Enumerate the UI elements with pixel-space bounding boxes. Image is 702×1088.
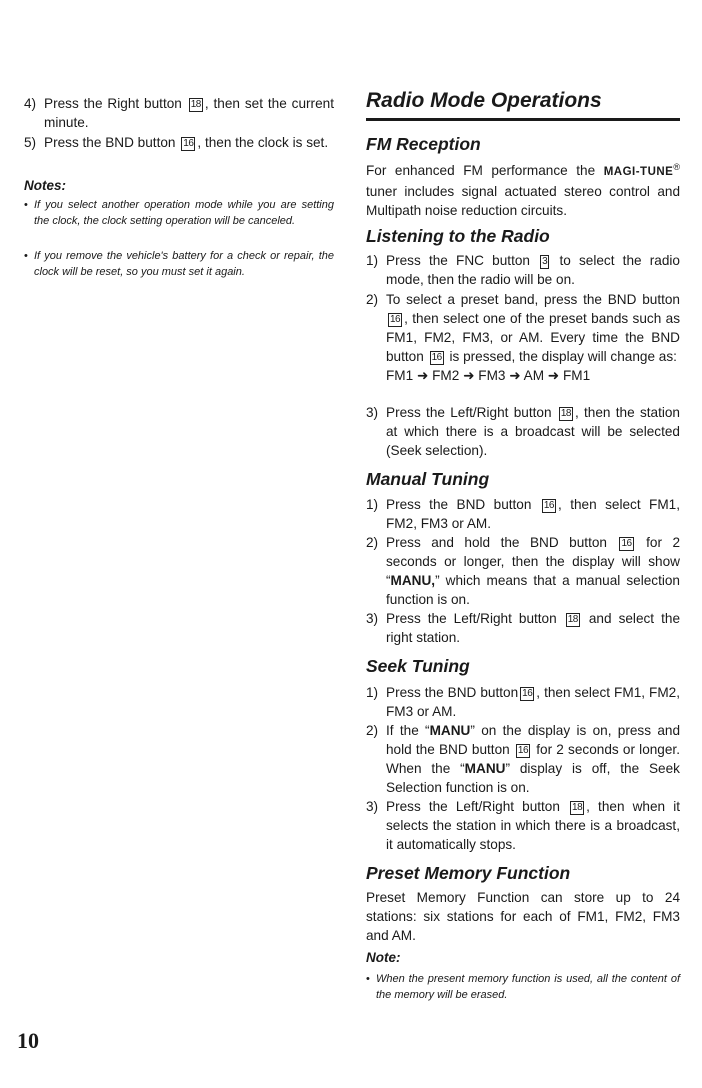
button-ref-16: 16 bbox=[390, 314, 401, 325]
note-item: • When the present memory function is used, all the content of the memory will be erased. bbox=[366, 973, 680, 1001]
seek-tuning-heading: Seek Tuning bbox=[366, 656, 470, 676]
listening-step-3: 3) Press the Left/Right button 18 , then the station at which there is a broadcast will be selected (Seek selection). bbox=[366, 405, 680, 458]
note-item: • If you remove the vehicle's battery for a check or repair, the clock will be reset, so you must set it again. bbox=[24, 250, 334, 278]
listening-step-2: 2) To select a preset band, press the BND button 16 , then select one of the preset bands such as FM1, FM2, FM3, or AM. Every time the BND button 16 is pressed, the display will change as: FM1 ➜ FM2 ➜ FM3 ➜ AM ➜ FM1 bbox=[366, 292, 680, 383]
fm-reception-text: For enhanced FM performance the MAGI-TUNE® tuner includes signal actuated stereo control and Multipath noise reduction circuits. bbox=[366, 162, 680, 218]
preset-memory-heading: Preset Memory Function bbox=[366, 863, 571, 883]
band-sequence: FM1 ➜ FM2 ➜ FM3 ➜ AM ➜ FM1 bbox=[386, 368, 591, 383]
bullet-icon: • bbox=[366, 973, 370, 985]
page-number: 10 bbox=[17, 1028, 39, 1053]
listening-step-1: 1) Press the FNC button 3 to select the radio mode, then the radio will be on. bbox=[366, 253, 680, 287]
seek-step-1: 1) Press the BND button 16 , then select FM1, FM2, FM3 or AM. bbox=[366, 685, 680, 719]
button-ref-18: 18 bbox=[567, 614, 578, 625]
manual-tuning-heading: Manual Tuning bbox=[366, 469, 490, 489]
manual-step-1: 1) Press the BND button 16 , then select FM1, FM2, FM3 or AM. bbox=[366, 497, 680, 531]
step-4: 4) Press the Right button 18 , then set the current minute. bbox=[24, 96, 334, 130]
button-ref-3: 3 bbox=[542, 256, 548, 267]
brand-logo: MAGI-TUNE bbox=[603, 166, 674, 178]
manual-step-3: 3) Press the Left/Right button 18 and select the right station. bbox=[366, 611, 680, 645]
note-heading: Note: bbox=[366, 950, 401, 965]
button-ref-16: 16 bbox=[431, 352, 442, 363]
fm-reception-heading: FM Reception bbox=[366, 134, 481, 154]
seek-step-2: 2) If the “MANU” on the display is on, press and hold the BND button 16 for 2 seconds or longer. When the “MANU” display is off, the Seek Selection function is on. bbox=[366, 723, 681, 795]
note-item: • If you select another operation mode while you are setting the clock, the clock setting operation will be canceled. bbox=[24, 199, 334, 227]
button-ref-16: 16 bbox=[621, 538, 632, 549]
page-title: Radio Mode Operations bbox=[366, 86, 680, 121]
seek-step-3: 3) Press the Left/Right button 18 , then when it selects the station in which there is a broadcast, it automatically stops. bbox=[366, 799, 681, 852]
listening-heading: Listening to the Radio bbox=[366, 226, 550, 246]
button-ref-16: 16 bbox=[543, 500, 554, 511]
bullet-icon: • bbox=[24, 250, 28, 262]
button-ref-16: 16 bbox=[183, 138, 194, 149]
preset-memory-text: Preset Memory Function can store up to 24 stations: six stations for each of FM1, FM2, FM3 and AM. bbox=[366, 890, 680, 943]
button-ref-16: 16 bbox=[517, 745, 529, 756]
button-ref-18: 18 bbox=[560, 408, 571, 419]
manual-step-2: 2) Press and hold the BND button 16 for 2 seconds or longer, then the display will show “MANU,” which means that a manual selection function is on. bbox=[366, 535, 681, 607]
button-ref-16: 16 bbox=[522, 688, 533, 699]
bullet-icon: • bbox=[24, 199, 28, 211]
notes-heading: Notes: bbox=[24, 178, 67, 193]
button-ref-18: 18 bbox=[572, 802, 583, 813]
step-5: 5) Press the BND button 16 , then the clock is set. bbox=[24, 135, 329, 150]
button-ref-18: 18 bbox=[190, 99, 201, 110]
